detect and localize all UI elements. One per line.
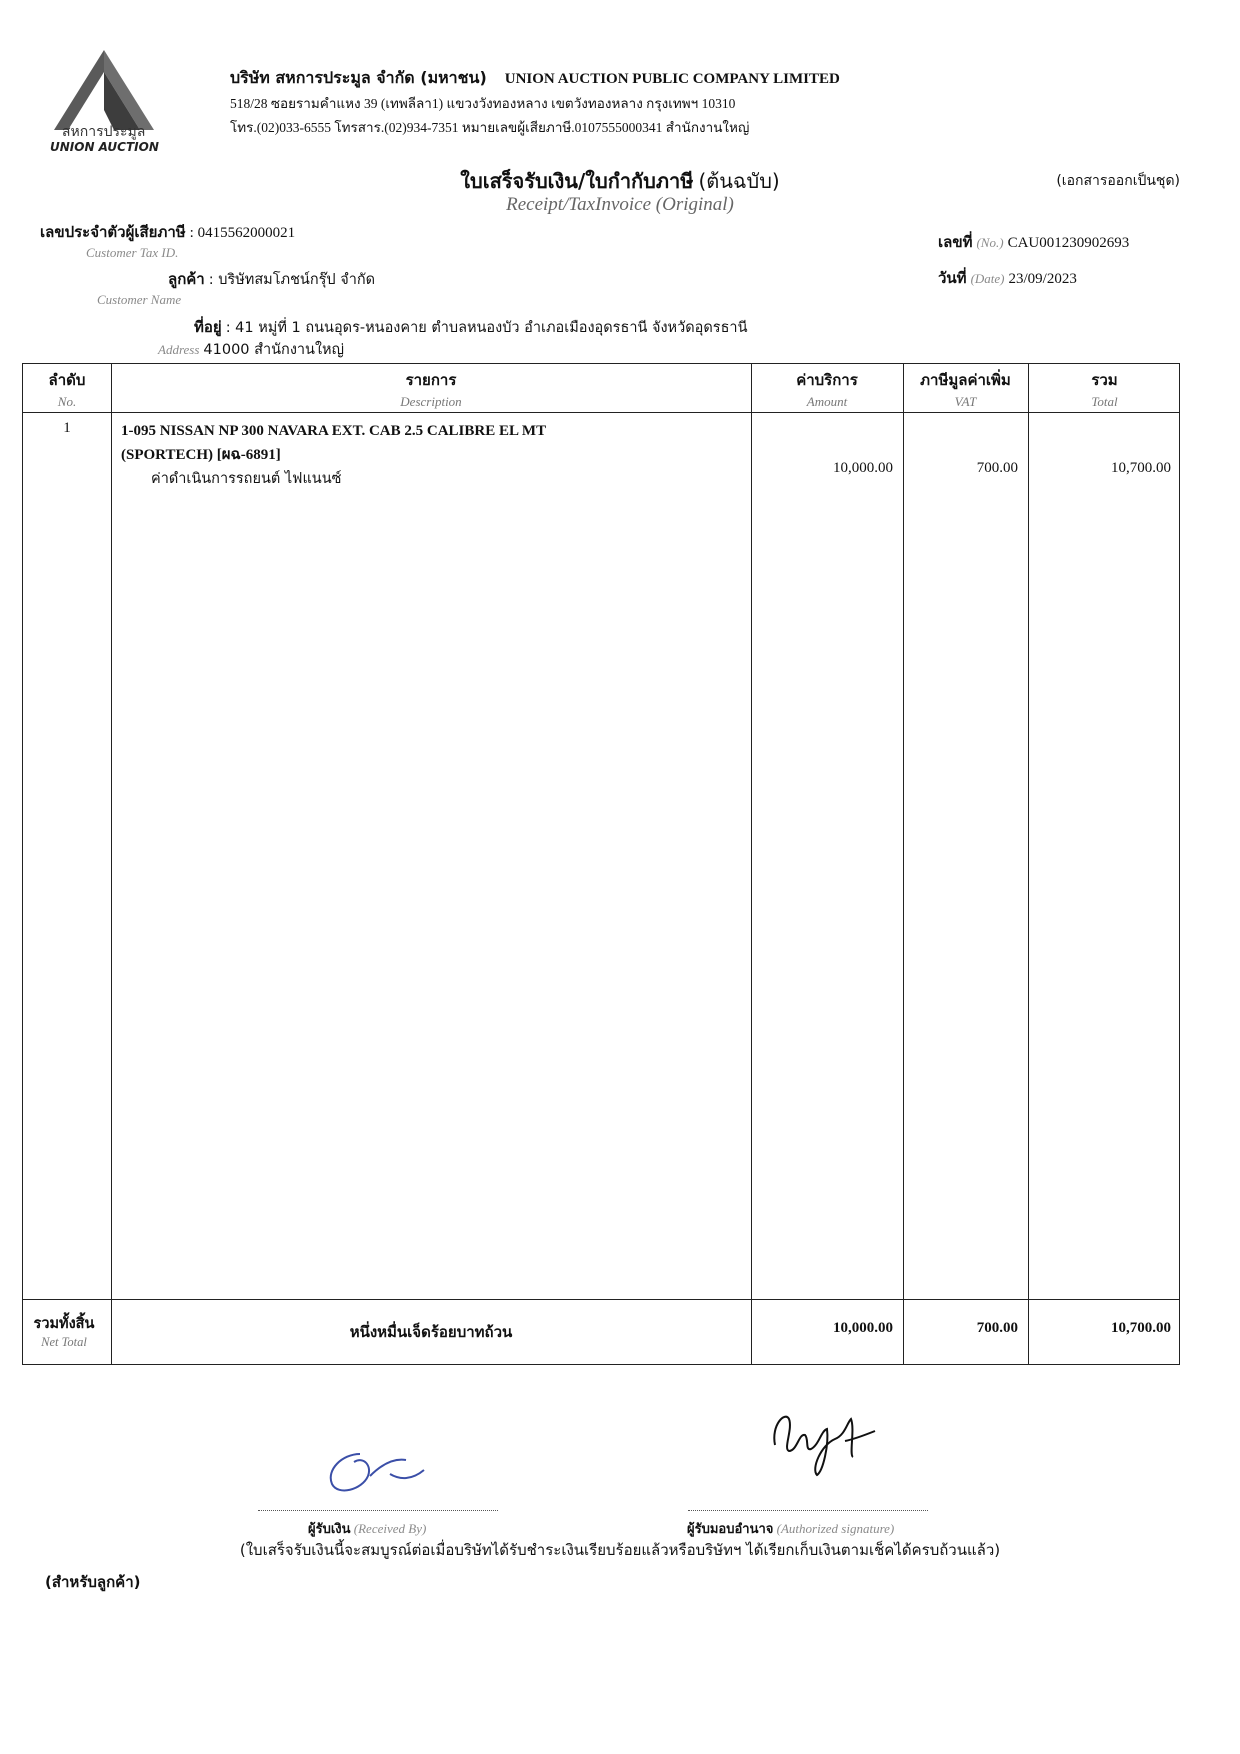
receiver-signature-line: [258, 1510, 498, 1511]
document-date-sub: (Date): [970, 271, 1005, 286]
row-description: [121, 419, 741, 491]
table-footer-divider: [23, 1299, 1179, 1300]
document-number-row: [938, 230, 1129, 254]
column-header-total-en: Total: [1091, 394, 1118, 409]
column-header-vat-en: VAT: [954, 394, 977, 409]
column-header-no-th: ลำดับ: [48, 371, 86, 389]
customer-name-label: ลูกค้า: [168, 270, 205, 288]
table-divider: [903, 364, 904, 1364]
document-date-label: วันที่: [938, 269, 967, 287]
row-description-line-2: (SPORTECH) [ผฉ-6891]: [121, 447, 281, 463]
document-date-row: [938, 266, 1077, 290]
company-address: 518/28 ซอยรามคำแหง 39 (เทพลีลา1) แขวงวังทองหลาง เขตวังทองหลาง กรุงเทพฯ 10310: [230, 96, 736, 111]
logo-text-th: สหการประมูล: [62, 124, 146, 140]
document-title-original: (ต้นฉบับ): [698, 169, 780, 193]
net-total-vat: 700.00: [976, 1320, 1018, 1336]
net-total-label-en: Net Total: [41, 1335, 87, 1349]
customer-tax-id-label: เลขประจำตัวผู้เสียภาษี: [40, 223, 186, 241]
document-title-main: ใบเสร็จรับเงิน/ใบกำกับภาษี: [460, 169, 694, 193]
row-description-line-3: ค่าดำเนินการรถยนต์ ไฟแนนซ์: [151, 471, 342, 487]
document-date-value: 23/09/2023: [1008, 271, 1077, 287]
company-name: [230, 66, 840, 91]
column-header-amount: [751, 368, 903, 410]
customer-address-sub: Address: [158, 342, 200, 357]
authorized-label-en: (Authorized signature): [776, 1521, 895, 1536]
column-header-amount-th: ค่าบริการ: [796, 371, 858, 389]
copy-label: (สำหรับลูกค้า): [45, 1573, 141, 1591]
document-subtitle-b: pt/TaxInvoice: [548, 194, 652, 215]
net-total-amount: 10,000.00: [833, 1320, 893, 1336]
logo-text-en: UNION AUCTION: [50, 140, 159, 154]
column-header-description: [111, 368, 751, 410]
column-header-no: [23, 368, 111, 410]
table-divider: [751, 364, 752, 1364]
customer-address-value-2: 41000 สำนักงานใหญ่: [203, 342, 344, 358]
customer-name-row: [168, 267, 375, 291]
document-subtitle: [0, 194, 1240, 216]
authorized-label: [687, 1518, 894, 1539]
company-contact: โทร.(02)033-6555 โทรสาร.(02)934-7351 หมายเลขผู้เสียภาษี.0107555000341 สำนักงานใหญ่: [230, 120, 750, 135]
column-header-total: [1028, 368, 1181, 410]
row-description-line-1: 1-095 NISSAN NP 300 NAVARA EXT. CAB 2.5 CALIBRE EL MT: [121, 423, 547, 439]
document-set-note: (เอกสารออกเป็นชุด): [1056, 173, 1180, 189]
customer-address-value: : 41 หมู่ที่ 1 ถนนอุดร-หนองคาย ตำบลหนองบัว อำเภอเมืองอุดรธานี จังหวัดอุดรธานี: [225, 320, 748, 336]
net-total-total: 10,700.00: [1111, 1320, 1171, 1336]
authorized-signature-line: [688, 1510, 928, 1511]
items-table: [22, 363, 1180, 1365]
column-header-vat-th: ภาษีมูลค่าเพิ่ม: [920, 371, 1011, 389]
table-divider: [111, 364, 112, 1364]
table-divider: [1028, 364, 1029, 1364]
table-header-divider: [23, 412, 1179, 413]
net-total-label: [23, 1312, 105, 1350]
receiver-signature-icon: [320, 1440, 430, 1500]
document-number-sub: (No.): [976, 235, 1004, 250]
document-title: [0, 165, 1240, 197]
customer-name-value: : บริษัทสมโภชน์กรุ๊ป จำกัด: [208, 272, 376, 288]
column-header-description-th: รายการ: [405, 371, 457, 389]
customer-tax-id-row: [40, 220, 295, 244]
company-name-th: บริษัท สหการประมูล จำกัด (มหาชน): [230, 68, 487, 87]
row-amount: 10,000.00: [833, 460, 893, 476]
receiver-label: [308, 1518, 426, 1539]
customer-address-row: [194, 315, 748, 339]
document-number-value: CAU001230902693: [1007, 235, 1130, 251]
column-header-vat: [903, 368, 1028, 410]
document-number-label: เลขที่: [938, 233, 973, 251]
receipt-validity-note: (ใบเสร็จรับเงินนี้จะสมบูรณ์ต่อเมื่อบริษัทได้รับชำระเงินเรียบร้อยแล้วหรือบริษัทฯ ได้เรียกเก็บเงินตามเช็คได้ครบถ้วนแล้ว): [239, 1541, 1001, 1559]
authorized-label-th: ผู้รับมอบอำนาจ: [687, 1522, 774, 1537]
document-subtitle-a: Recei: [506, 194, 549, 215]
customer-address-label: ที่อยู่: [194, 318, 222, 336]
row-total: 10,700.00: [1111, 460, 1171, 476]
column-header-amount-en: Amount: [806, 394, 848, 409]
customer-tax-id-value: : 0415562000021: [189, 225, 296, 241]
receiver-label-en: (Received By): [353, 1521, 427, 1536]
column-header-no-en: No.: [57, 394, 77, 409]
customer-tax-id-sub: Customer Tax ID.: [86, 245, 179, 260]
row-no: 1: [63, 420, 71, 436]
company-name-en: UNION AUCTION PUBLIC COMPANY LIMITED: [504, 71, 840, 87]
net-total-in-words: หนึ่งหมื่นเจ็ดร้อยบาทถ้วน: [349, 1323, 513, 1341]
column-header-description-en: Description: [400, 394, 462, 409]
receiver-label-th: ผู้รับเงิน: [308, 1522, 351, 1537]
authorized-signature-icon: [765, 1405, 885, 1480]
net-total-label-th: รวมทั้งสิ้น: [33, 1316, 95, 1332]
customer-name-sub: Customer Name: [97, 292, 182, 307]
company-logo: [44, 48, 174, 158]
row-vat: 700.00: [976, 460, 1018, 476]
customer-address-row-2: [158, 338, 344, 361]
column-header-total-th: รวม: [1091, 371, 1118, 389]
document-subtitle-c: (Original): [655, 194, 734, 215]
